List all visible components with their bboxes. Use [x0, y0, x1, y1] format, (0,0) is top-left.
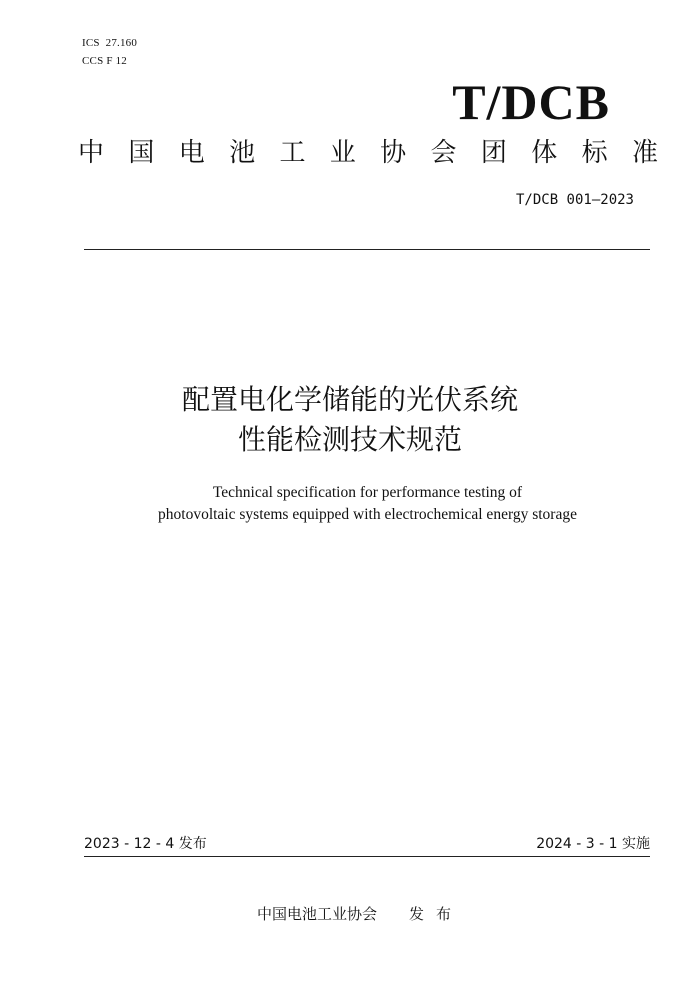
org-title-char: 标 — [581, 138, 608, 168]
publisher-name: 中国电池工业协会 — [257, 905, 378, 923]
chinese-title-line-2: 性能检测技术规范 — [237, 423, 462, 456]
org-title-char: 会 — [430, 138, 457, 168]
org-title-char: 体 — [531, 138, 558, 168]
chinese-title-line-1: 配置电化学储能的光伏系统 — [181, 383, 518, 416]
date-row — [84, 833, 650, 855]
english-title — [0, 482, 700, 526]
classification-codes — [82, 34, 137, 70]
org-title-char: 协 — [380, 138, 407, 168]
ics-code: ICS 27.160 — [82, 37, 138, 49]
chinese-title — [0, 380, 700, 460]
english-title-line-2: photovoltaic systems equipped with electrochemical energy storage — [158, 506, 577, 523]
organization-title — [78, 136, 658, 170]
implement-date: 2024 - 3 - 1 实施 — [536, 836, 650, 852]
org-title-char: 中 — [78, 138, 105, 168]
org-title-char: 团 — [480, 138, 507, 168]
standard-number: T/DCB 001—2023 — [515, 192, 634, 208]
publisher-line — [257, 903, 463, 925]
ccs-code: CCS F 12 — [82, 55, 128, 67]
header-divider — [84, 249, 650, 250]
org-title-char: 业 — [329, 138, 356, 168]
publish-date: 2023 - 12 - 4 发布 — [84, 836, 207, 852]
org-title-char: 工 — [279, 138, 306, 168]
org-title-char: 电 — [178, 138, 205, 168]
org-title-char: 池 — [229, 138, 256, 168]
publish-action: 发布 — [409, 905, 464, 923]
footer-divider — [84, 856, 650, 857]
english-title-line-1: Technical specification for performance testing of — [212, 484, 523, 501]
org-title-char: 国 — [128, 138, 155, 168]
brand-mark: T/DCB — [452, 74, 610, 130]
org-title-char: 准 — [631, 138, 658, 168]
